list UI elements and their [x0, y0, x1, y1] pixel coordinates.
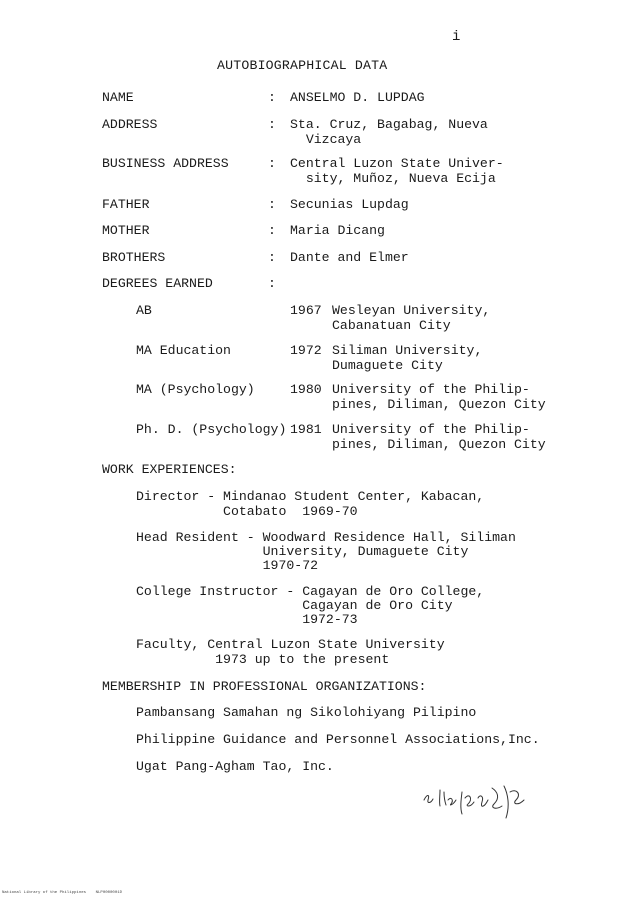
- degree-year: 1981: [290, 422, 322, 437]
- work-line: 1973 up to the present: [136, 652, 390, 667]
- colon: :: [268, 156, 276, 171]
- page-number: i: [452, 29, 461, 45]
- degree-name: MA (Psychology): [136, 382, 255, 397]
- degree-year: 1967: [290, 303, 322, 318]
- degree-year: 1972: [290, 343, 322, 358]
- degree-name: AB: [136, 303, 152, 318]
- work-line: University, Dumaguete City: [136, 544, 469, 559]
- label-father: FATHER: [102, 197, 150, 212]
- colon: :: [268, 223, 276, 238]
- degree-institution: Wesleyan University,: [332, 303, 491, 318]
- value-father: Secunias Lupdag: [290, 197, 409, 212]
- value-business-address-cont: sity, Muñoz, Nueva Ecija: [290, 171, 496, 186]
- value-name: ANSELMO D. LUPDAG: [290, 90, 425, 105]
- label-mother: MOTHER: [102, 223, 150, 238]
- work-line: Head Resident - Woodward Residence Hall, Siliman: [136, 530, 516, 545]
- degree-institution: University of the Philip-: [332, 422, 530, 437]
- value-address-cont: Vizcaya: [290, 132, 362, 147]
- colon: :: [268, 90, 276, 105]
- colon: :: [268, 197, 276, 212]
- value-brothers: Dante and Elmer: [290, 250, 409, 265]
- value-mother: Maria Dicang: [290, 223, 385, 238]
- work-line: College Instructor - Cagayan de Oro College,: [136, 584, 485, 599]
- value-address: Sta. Cruz, Bagabag, Nueva: [290, 117, 488, 132]
- label-brothers: BROTHERS: [102, 250, 166, 265]
- degree-institution: Siliman University,: [332, 343, 483, 358]
- label-name: NAME: [102, 90, 134, 105]
- work-line: Cagayan de Oro City: [136, 598, 453, 613]
- label-degrees-earned: DEGREES EARNED: [102, 276, 213, 291]
- work-line: 1970-72: [136, 558, 319, 573]
- work-heading: WORK EXPERIENCES:: [102, 462, 237, 477]
- signature: [418, 778, 538, 824]
- label-address: ADDRESS: [102, 117, 158, 132]
- degree-name: MA Education: [136, 343, 231, 358]
- page-title: AUTOBIOGRAPHICAL DATA: [217, 58, 388, 73]
- colon: :: [268, 250, 276, 265]
- organization-item: Philippine Guidance and Personnel Associations,Inc.: [136, 732, 540, 747]
- work-line: Director - Mindanao Student Center, Kabacan,: [136, 489, 485, 504]
- value-business-address: Central Luzon State Univer-: [290, 156, 504, 171]
- degree-year: 1980: [290, 382, 322, 397]
- work-line: 1972-73: [136, 612, 358, 627]
- work-line: Faculty, Central Luzon State University: [136, 637, 445, 652]
- degree-institution-cont: Dumaguete City: [332, 358, 443, 373]
- colon: :: [268, 117, 276, 132]
- degree-institution: University of the Philip-: [332, 382, 530, 397]
- label-business-address: BUSINESS ADDRESS: [102, 156, 229, 171]
- membership-heading: MEMBERSHIP IN PROFESSIONAL ORGANIZATIONS:: [102, 679, 427, 694]
- colon: :: [268, 276, 276, 291]
- footer-note: National Library of the Philippines NLP0000001D: [2, 891, 123, 895]
- organization-item: Ugat Pang-Agham Tao, Inc.: [136, 759, 334, 774]
- degree-institution-cont: pines, Diliman, Quezon City: [332, 437, 546, 452]
- organization-item: Pambansang Samahan ng Sikolohiyang Pilipino: [136, 705, 477, 720]
- degree-institution-cont: Cabanatuan City: [332, 318, 451, 333]
- degree-institution-cont: pines, Diliman, Quezon City: [332, 397, 546, 412]
- work-line: Cotabato 1969-70: [136, 504, 358, 519]
- degree-name: Ph. D. (Psychology): [136, 422, 287, 437]
